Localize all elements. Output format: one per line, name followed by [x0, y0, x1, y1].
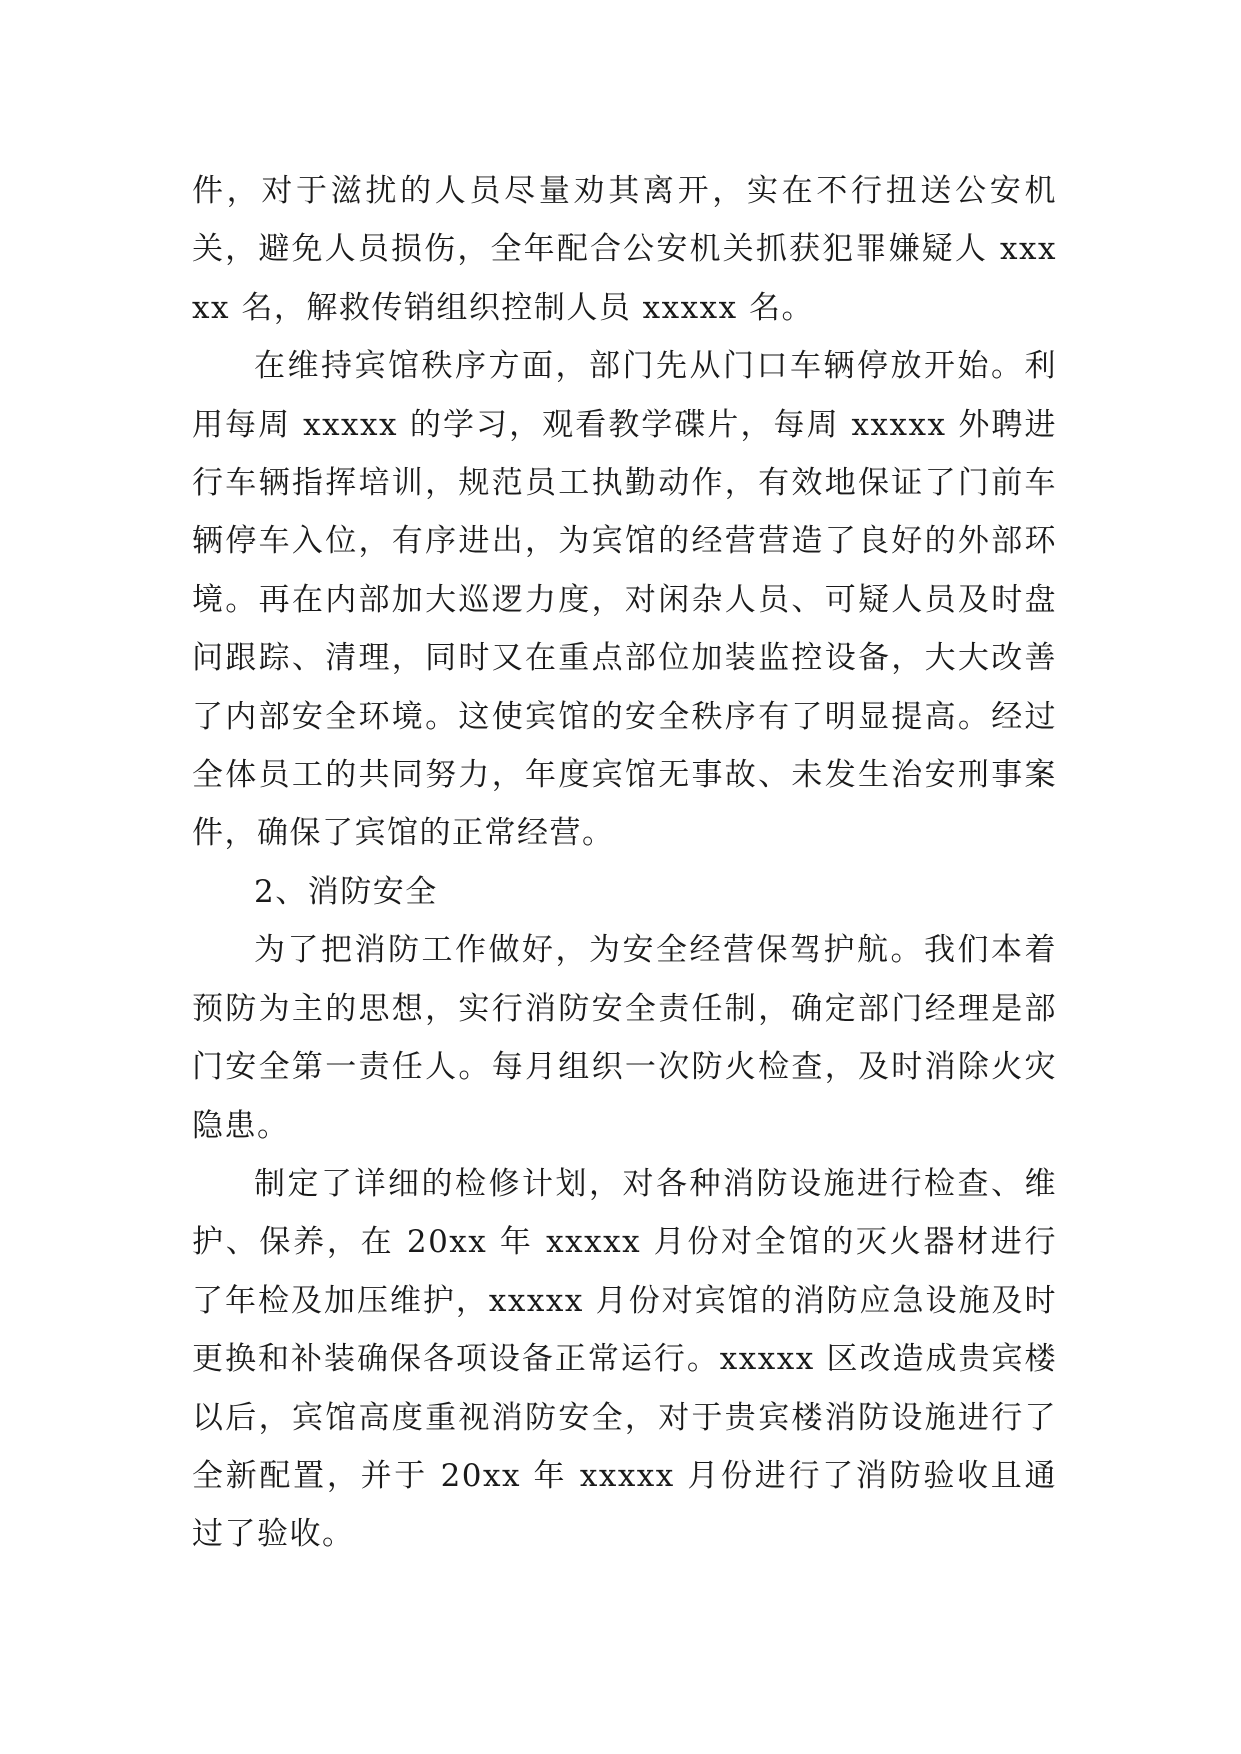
paragraph-maintenance-plan: 制定了详细的检修计划，对各种消防设施进行检查、维护、保养，在 20xx 年 xxxxx 月份对全馆的灭火器材进行了年检及加压维护，xxxxx 月份对宾馆的消防应急设施及时更换和补装确保各项设备正常运行。xxxxx 区改造成贵宾楼以后，宾馆高度重视消防安全，对于贵宾楼消防设施进行了全新配置，并于 20xx 年 xxxxx 月份进行了消防验收且通过了验收。 [192, 1165, 1057, 1553]
paragraph-fire-responsibility: 为了把消防工作做好，为安全经营保驾护航。我们本着预防为主的思想，实行消防安全责任制，确定部门经理是部门安全第一责任人。每月组织一次防火检查，及时消除火灾隐患。 [192, 932, 1057, 1144]
paragraph-continuation: 件，对于滋扰的人员尽量劝其离开，实在不行扭送公安机关，避免人员损伤，全年配合公安机关抓获犯罪嫌疑人 xxxxx 名，解救传销组织控制人员 xxxxx 名。 [192, 173, 1057, 326]
section-heading-fire-safety: 2、消防安全 [254, 873, 438, 910]
paragraph-order-maintenance: 在维持宾馆秩序方面，部门先从门口车辆停放开始。利用每周 xxxxx 的学习，观看教学碟片，每周 xxxxx 外聘进行车辆指挥培训，规范员工执勤动作，有效地保证了门前车辆停车入位，有序进出，为宾馆的经营营造了良好的外部环境。再在内部加大巡逻力度，对闲杂人员、可疑人员及时盘问跟踪、清理，同时又在重点部位加装监控设备，大大改善了内部安全环境。这使宾馆的安全秩序有了明显提高。经过全体员工的共同努力，年度宾馆无事故、未发生治安刑事案件，确保了宾馆的正常经营。 [192, 348, 1057, 852]
document-body [192, 162, 1057, 1564]
